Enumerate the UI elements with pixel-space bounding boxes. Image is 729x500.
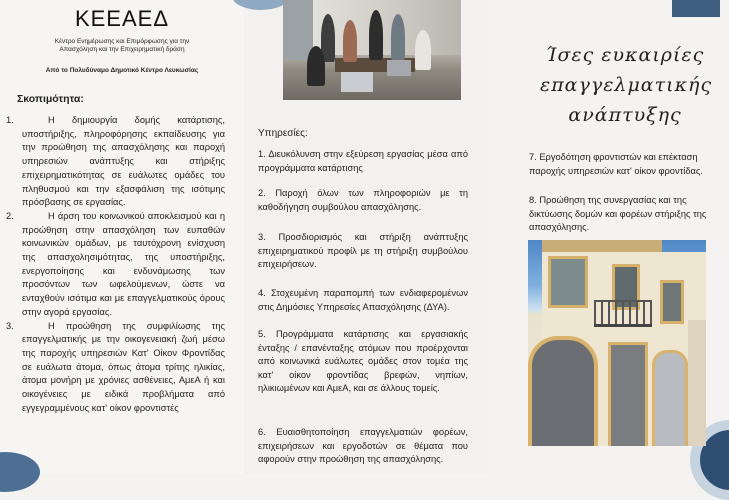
team-photo	[283, 0, 461, 100]
list-item: 3. Η προώθηση της συμφιλίωσης της επαγγελματικής με την οικογενειακή ζωή μέσω της παροχής υπηρεσιών Κατ' Οίκον Φροντίδας σε ευάλωτα άτομα, όπως άτομα τρίτης ηλικίας, άτομα μονήρη με χρόνιες ασθένειες, ΑμεΑ ή και οικογένειες με ειδικά προβλήματα από εγγεγραμμένους κατ' οίκον φροντιστές	[6, 320, 225, 413]
building-photo	[528, 240, 706, 446]
service-item: 3. Προσδιορισμός και στήριξη ανάπτυξης επιχειρηματικού προφίλ με τη στήριξη συμβούλου επιχειρήσεων.	[258, 232, 468, 270]
org-from: Από το Πολυδύναμο Δημοτικό Κέντρο Λευκωσίας	[45, 67, 199, 74]
list-item: 1. Η δημιουργία δομής κατάρτισης, υποστήριξης, πληροφόρησης εκπαίδευσης για την προώθηση της απασχόλησης και παροχή υπηρεσιών ανάπτυξης και στήριξης επιχειρηματικότητας σε ευάλωτες ομάδες του πληθυσμού και την εξασφάλιση της ισότιμης πρόσβασης σε εργασίας.	[6, 115, 225, 208]
decorative-bar	[672, 0, 720, 17]
service-item: 1. Διευκόλυνση στην εξεύρεση εργασίας μέσα από προγράμματα κατάρτισης	[258, 149, 468, 173]
slogan: Ίσες ευκαιρίες επαγγελματικής ανάπτυξης	[540, 44, 713, 126]
service-item: 2. Παροχή όλων των πληροφοριών με τη καθοδήγηση συμβούλου απασχόλησης.	[258, 188, 468, 212]
org-title: ΚΕΕΑΕΔ	[74, 6, 170, 31]
list-item: 2. Η άρση του κοινωνικού αποκλεισμού και η προώθηση στην απασχόληση των ευπαθών κοινωνικών ομάδων, με ταυτόχρονη ενίσχυση της απασχολησιμότητας, της υποστήριξης, ενεργοποίησης και ενδυνάμωσης των προσόντων των ωφελούμενων, ώστε να ενταχθούν ισότιμα και με επαγγελματικούς όρους στην αγορά εργασίας.	[6, 210, 225, 317]
service-item: 5. Προγράμματα κατάρτισης και εργασιακής ένταξης / επανένταξης ατόμων που προέρχονται από κοινωνικά ευάλωτες ομάδες στον τομέα της κατ' οίκον φροντίδας βρεφών, νηπίων, ηλικιωμένων και ΑμεΑ, και σε άλλους τομείς.	[258, 329, 468, 394]
service-item-7: 7. Εργοδότηση φροντιστών και επέκταση παροχής υπηρεσιών κατ' οίκον φροντίδας.	[529, 152, 703, 176]
org-subtitle: Κέντρο Ενημέρωσης και Επιμόρφωσης για την Απασχόληση και την Επιχειρηματική δράση	[54, 38, 190, 53]
services-heading: Υπηρεσίες:	[258, 128, 308, 139]
service-item: 6. Ευαισθητοποίηση επαγγελματιών φορέων, επιχειρήσεων και εργοδοτών σε θέματα που αφορούν στην προώθηση της απασχόλησης.	[258, 427, 468, 465]
purpose-list	[6, 114, 225, 415]
purpose-heading: Σκοπιμότητα:	[17, 93, 84, 105]
service-item: 4. Στοχευμένη παραπομπή των ενδιαφερομένων στις Δημόσιες Υπηρεσίες Απασχόλησης (ΔΥΑ).	[258, 288, 468, 312]
service-item-8: 8. Προώθηση της συνεργασίας και της δικτύωσης δομών και φορέων στήριξης της απασχόλησης.	[529, 195, 707, 233]
